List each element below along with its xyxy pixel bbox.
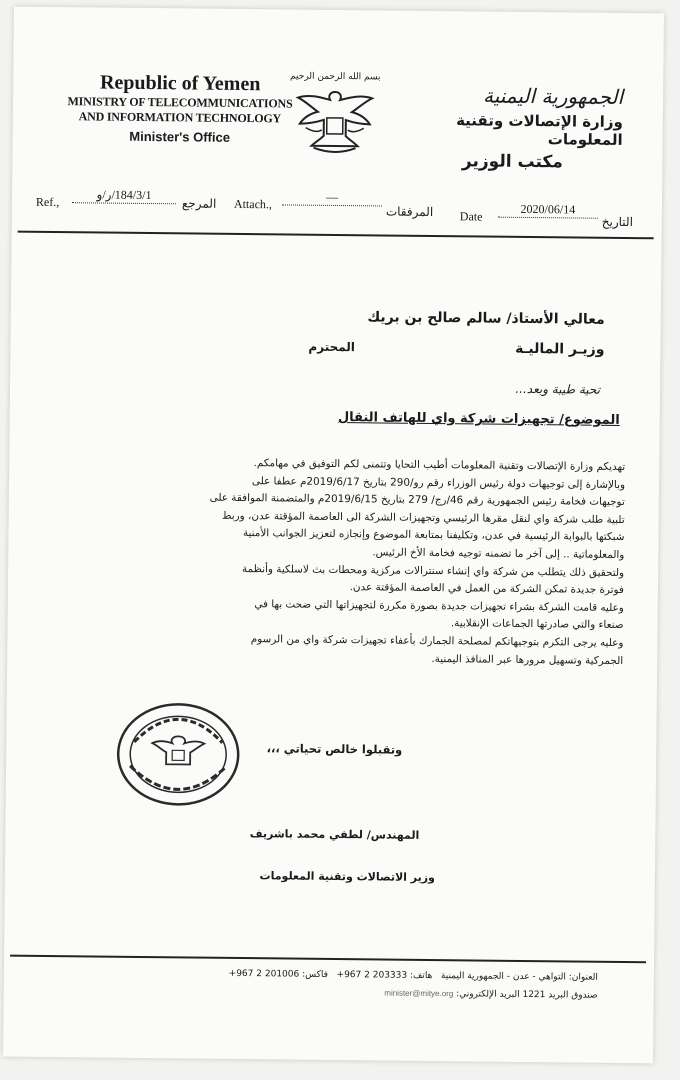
footer-phone: هاتف: 203333 2 967+	[336, 970, 433, 982]
republic-title-en: Republic of Yemen	[99, 71, 261, 96]
yemen-emblem	[284, 71, 385, 162]
body-line: وبالإشارة إلى توجيهات دولة رئيس الوزراء رقم رو/290 بتاريخ 2019/6/17م عطفا على	[251, 474, 626, 491]
body-line: فوترة جديدة تمكن الشركة من العمل في العاصمة المؤقتة عدن.	[349, 581, 625, 597]
closing-line: وتقبلوا خالص تحياتي ،،،	[266, 741, 403, 757]
ministry-line-2: AND INFORMATION TECHNOLOGY	[78, 109, 282, 126]
english-letterhead	[65, 71, 296, 145]
signatory-title: وزير الاتصالات وتقنية المعلومات	[259, 869, 435, 885]
body-line: وعليه يرجى التكرم بتوجيهاتكم لمصلحة الجمارك بأعفاء تجهيزات شركة واي من الرسوم	[250, 633, 624, 649]
date-label: Date	[459, 209, 483, 224]
body-line: تهديكم وزارة الإتصالات وتقنية المعلومات أطيب التحايا وتتمنى لكم التوفيق في مهامكم.	[253, 457, 626, 474]
office-ar: مكتب الوزير	[461, 151, 563, 173]
ministry-line-1: MINISTRY OF TELECOMMUNICATIONS	[67, 94, 293, 111]
body-line: وعليه قامت الشركة بشراء تجهيزات جديدة بصورة مكررة لتجهيزاتها التي ضحت بها في	[254, 597, 624, 614]
ref-label-ar: المرجع	[181, 196, 217, 211]
official-stamp-icon	[114, 700, 243, 809]
body-line: الجمركية وتسهيل مرورها عبر المنافذ اليمنية.	[431, 652, 624, 667]
footer-divider	[10, 955, 646, 964]
footer-po-box: صندوق البريد 1221 البريد الإلكتروني:	[456, 989, 598, 1001]
letter-body	[33, 453, 625, 670]
footer-fax: فاكس: 201006 2 967+	[228, 968, 329, 980]
signatory-name: المهندس/ لطفي محمد باشريف	[249, 827, 420, 842]
footer-address: العنوان: التواهي - عدن - الجمهورية اليمنية	[440, 971, 598, 983]
greeting: تحية طيبة وبعد...	[515, 381, 601, 397]
date-label-ar: التاريخ	[601, 214, 634, 230]
recipient-block	[308, 302, 605, 365]
arabic-letterhead	[402, 83, 623, 173]
letter-sheet	[3, 7, 664, 1064]
office-en: Minister's Office	[129, 128, 231, 145]
body-line: تلبية طلب شركة واي لنقل مقرها الرئيسي وتجهيزات الشركة الى العاصمة المؤقتة عدن، وربط	[221, 509, 625, 526]
subject-line: الموضوع/ تجهيزات شركة واي للهاتف النقال	[337, 410, 620, 428]
ministry-ar: وزارة الإتصالات وتقنية المعلومات	[456, 111, 623, 149]
republic-title-ar: الجمهورية اليمنية	[482, 83, 624, 109]
body-line: توجيهات فخامة رئيس الجمهورية رقم 46/رج/ 279 بتاريخ 2019/6/15م والمتضمنة الموافقة على	[209, 491, 625, 509]
recipient-honorific: المحترم	[308, 339, 356, 355]
ref-label: Ref.,	[35, 194, 60, 210]
eagle-emblem-icon	[291, 84, 378, 155]
attach-label: Attach.,	[233, 196, 273, 212]
attach-label-ar: المرفقات	[385, 204, 434, 219]
body-line: والمعلوماتية .. إلى آخر ما تضمنه توجيه فخامة الأخ الرئيس.	[372, 546, 625, 561]
reference-row	[36, 187, 644, 233]
attach-value: —	[282, 189, 382, 206]
recipient-name: معالي الأستاذ/ سالم صالح بن بريك	[367, 309, 605, 328]
letter-footer	[38, 963, 598, 1005]
recipient-title: وزيـر الماليـة	[515, 340, 605, 358]
date-value: 2020/06/14	[498, 202, 598, 219]
body-line: ولتحقيق ذلك يتطلب من شركة واي إنشاء سنترالات مركزية ومحطات بث لاسلكية وأنظمة	[242, 562, 625, 579]
body-line: صنعاء والتي صادرتها الجماعات الإنقلابية.	[450, 617, 624, 632]
ref-value: 184/3/1/ر/و	[72, 187, 176, 204]
basmala: بسم الله الرحمن الرحيم	[290, 71, 381, 83]
body-line: شبكتها بالبوابة الرئيسية في عدن، وتكليفنا بمتابعة الموضوع وإنجازه لتعزيز الجوانب الأمنية	[242, 527, 625, 544]
footer-email: minister@mitye.org	[384, 988, 454, 999]
